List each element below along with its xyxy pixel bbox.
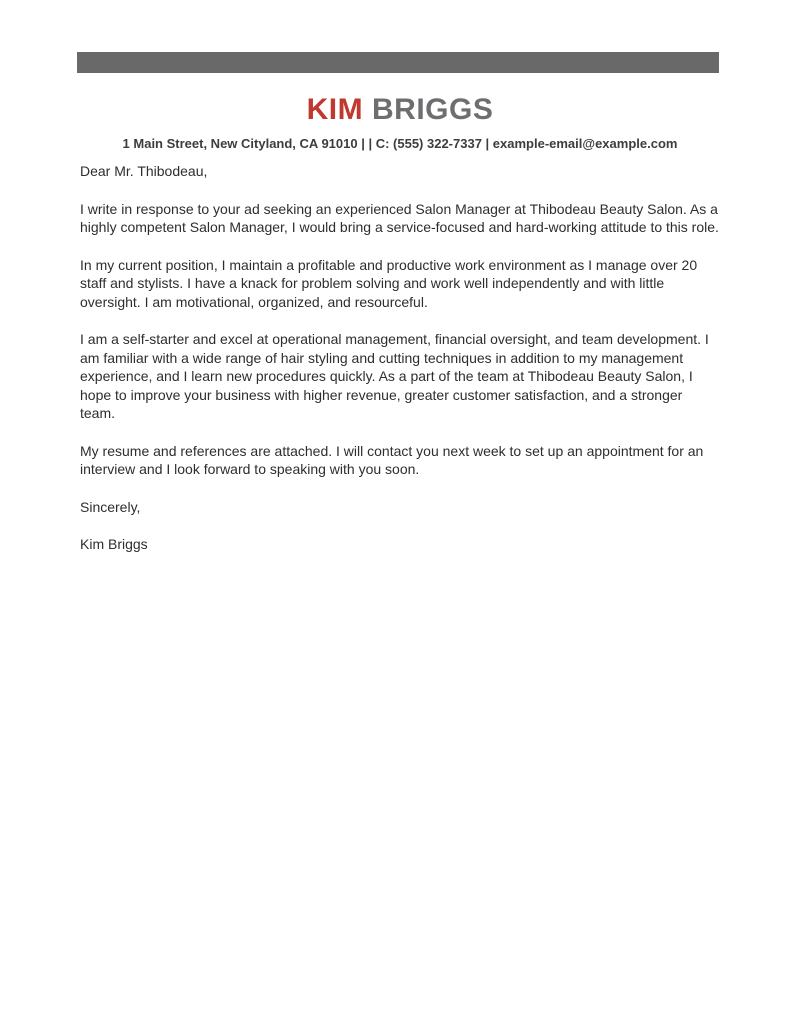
header-bar	[77, 52, 719, 73]
letter-body	[80, 162, 720, 573]
page-title	[0, 93, 800, 127]
salutation: Dear Mr. Thibodeau,	[80, 163, 208, 179]
signature-name: Kim Briggs	[80, 536, 148, 552]
contact-line: 1 Main Street, New Cityland, CA 91010 | | C: (555) 322-7337 | example-email@example.com	[122, 136, 678, 151]
paragraph-intro: I write in response to your ad seeking an experienced Salon Manager at Thibodeau Beauty Salon. As a highly competent Salon Manager, I would bring a service-focused and hard-working attitude to this role.	[80, 200, 719, 235]
paragraph-follow-up: My resume and references are attached. I will contact you next week to set up an appointment for an interview and I look forward to speaking with you soon.	[80, 442, 704, 477]
name-first: KIM	[306, 93, 364, 126]
paragraph-current-position: In my current position, I maintain a profitable and productive work environment as I manage over 20 staff and stylists. I have a knack for problem solving and work well independently and with little oversight. I am motivational, organized, and resourceful.	[80, 256, 698, 310]
closing: Sincerely,	[80, 498, 141, 515]
paragraph-skills: I am a self-starter and excel at operational management, financial oversight, and team development. I am familiar with a wide range of hair styling and cutting techniques in addition to my management experience, and I learn new procedures quickly. As a part of the team at Thibodeau Beauty Salon, I hope to improve your business with higher revenue, greater customer satisfaction, and a stronger team.	[80, 331, 709, 421]
name-last: BRIGGS	[371, 93, 494, 126]
